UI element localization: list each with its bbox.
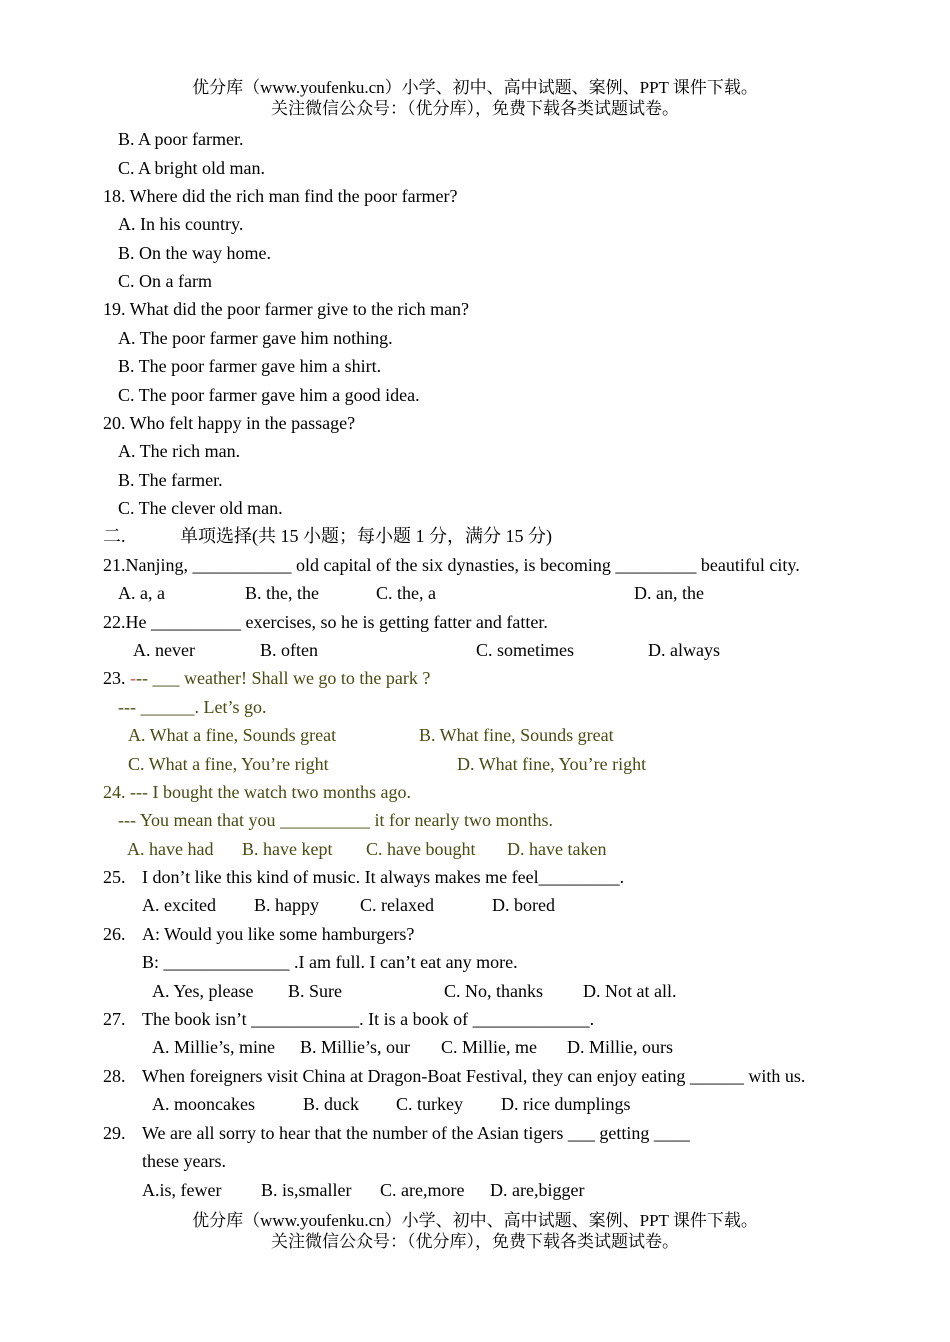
q27-option-b: B. Millie’s, our xyxy=(300,1037,411,1057)
q28-option-c: C. turkey xyxy=(396,1094,463,1114)
q24-option-c: C. have bought xyxy=(366,839,476,859)
q27-option-a: A. Millie’s, mine xyxy=(152,1037,275,1057)
q29-option-c: C. are,more xyxy=(380,1180,465,1200)
q22-option-d: D. always xyxy=(648,640,720,660)
q19-stem: 19. What did the poor farmer give to the rich man? xyxy=(103,299,470,319)
q26-option-a: A. Yes, please xyxy=(152,981,254,1001)
footer-line-1: 优分库（www.youfenku.cn）小学、初中、高中试题、案例、PPT 课件下载。 xyxy=(192,1211,758,1230)
q23-option-c: C. What a fine, You’re right xyxy=(128,754,329,774)
q27-option-c: C. Millie, me xyxy=(441,1037,537,1057)
q23-option-d: D. What fine, You’re right xyxy=(457,754,647,774)
q28-option-d: D. rice dumplings xyxy=(501,1094,631,1114)
q25-number: 25. xyxy=(103,867,126,887)
q21-option-a: A. a, a xyxy=(118,583,165,603)
q24-stem: 24. --- I bought the watch two months ago. xyxy=(103,782,411,802)
q26-option-c: C. No, thanks xyxy=(444,981,543,1001)
q28-option-a: A. mooncakes xyxy=(152,1094,255,1114)
q25-option-a: A. excited xyxy=(142,895,216,915)
q24-option-b: B. have kept xyxy=(242,839,333,859)
q23-dash-accent: - xyxy=(130,668,136,688)
q22-option-a: A. never xyxy=(133,640,195,660)
q28-option-b: B. duck xyxy=(303,1094,359,1114)
page-header xyxy=(0,77,950,119)
q23-stem xyxy=(103,667,430,689)
q29-stem: We are all sorry to hear that the number of the Asian tigers ___ getting ____ xyxy=(142,1123,690,1143)
q26-line-2: B: ______________ .I am full. I can’t eat any more. xyxy=(142,952,518,972)
q22-option-c: C. sometimes xyxy=(476,640,574,660)
q20-option-a: A. The rich man. xyxy=(118,441,241,461)
q19-option-a: A. The poor farmer gave him nothing. xyxy=(118,328,393,348)
q29-option-d: D. are,bigger xyxy=(490,1180,585,1200)
q29-number: 29. xyxy=(103,1123,126,1143)
q23-option-a: A. What a fine, Sounds great xyxy=(128,725,337,745)
q26-option-d: D. Not at all. xyxy=(583,981,677,1001)
q29-option-a: A.is, fewer xyxy=(142,1180,222,1200)
q23-stem-text: -- ___ weather! Shall we go to the park ? xyxy=(136,668,431,688)
q21-stem: 21.Nanjing, ___________ old capital of the six dynasties, is becoming _________ beautiful city. xyxy=(103,555,800,575)
q26-number: 26. xyxy=(103,924,126,944)
q18-option-b: B. On the way home. xyxy=(118,243,271,263)
q26-option-b: B. Sure xyxy=(288,981,342,1001)
page-footer xyxy=(0,1210,950,1252)
q18-option-c: C. On a farm xyxy=(118,271,212,291)
q25-option-d: D. bored xyxy=(492,895,555,915)
q24-option-d: D. have taken xyxy=(507,839,607,859)
q21-option-c: C. the, a xyxy=(376,583,436,603)
q24-option-a: A. have had xyxy=(127,839,214,859)
q25-option-c: C. relaxed xyxy=(360,895,434,915)
q28-number: 28. xyxy=(103,1066,126,1086)
q26-stem: A: Would you like some hamburgers? xyxy=(142,924,415,944)
q17-option-c: C. A bright old man. xyxy=(118,158,266,178)
q20-stem: 20. Who felt happy in the passage? xyxy=(103,413,356,433)
q21-option-b: B. the, the xyxy=(245,583,319,603)
q19-option-c: C. The poor farmer gave him a good idea. xyxy=(118,385,420,405)
q22-stem: 22.He __________ exercises, so he is getting fatter and fatter. xyxy=(103,612,548,632)
q17-option-b: B. A poor farmer. xyxy=(118,129,244,149)
q25-option-b: B. happy xyxy=(254,895,319,915)
q19-option-b: B. The poor farmer gave him a shirt. xyxy=(118,356,382,376)
q27-option-d: D. Millie, ours xyxy=(567,1037,673,1057)
q27-stem: The book isn’t ____________. It is a book of _____________. xyxy=(142,1009,595,1029)
q24-line-2: --- You mean that you __________ it for nearly two months. xyxy=(118,810,553,830)
q18-stem: 18. Where did the rich man find the poor farmer? xyxy=(103,186,458,206)
q23-line-2: --- ______. Let’s go. xyxy=(118,697,267,717)
header-line-1: 优分库（www.youfenku.cn）小学、初中、高中试题、案例、PPT 课件下载。 xyxy=(192,78,758,97)
q29-option-b: B. is,smaller xyxy=(261,1180,352,1200)
q20-option-c: C. The clever old man. xyxy=(118,498,283,518)
q20-option-b: B. The farmer. xyxy=(118,470,223,490)
q21-option-d: D. an, the xyxy=(634,583,704,603)
header-line-2: 关注微信公众号：（优分库），免费下载各类试题试卷。 xyxy=(271,99,679,118)
q29-line-2: these years. xyxy=(142,1151,226,1171)
q23-option-b: B. What fine, Sounds great xyxy=(419,725,614,745)
q28-stem: When foreigners visit China at Dragon-Boat Festival, they can enjoy eating ______ with us. xyxy=(142,1066,806,1086)
q22-option-b: B. often xyxy=(260,640,318,660)
footer-line-2: 关注微信公众号：（优分库），免费下载各类试题试卷。 xyxy=(271,1232,679,1251)
q27-number: 27. xyxy=(103,1009,126,1029)
section-2-title: 单项选择(共 15 小题；每小题 1 分，满分 15 分) xyxy=(180,526,552,546)
section-2-number: 二. xyxy=(103,526,126,546)
q25-stem: I don’t like this kind of music. It always makes me feel_________. xyxy=(142,867,625,887)
q23-number: 23. xyxy=(103,668,130,688)
q18-option-a: A. In his country. xyxy=(118,214,244,234)
